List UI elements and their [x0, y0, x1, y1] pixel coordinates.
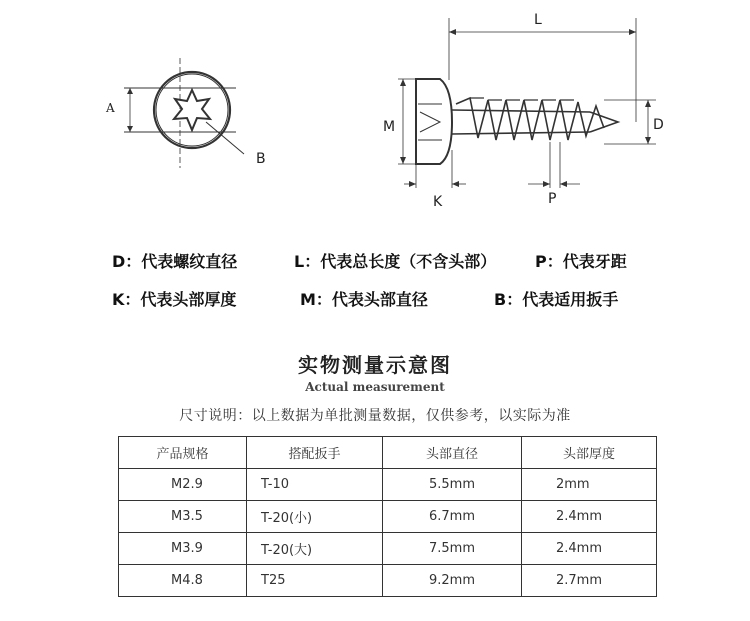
dimension-label-p: P [548, 191, 557, 207]
cell-spec: M4.8 [119, 565, 247, 597]
cell-head-thickness: 2.7mm [522, 565, 657, 597]
dimension-label-b: B [256, 151, 266, 167]
screw-side-view [398, 18, 656, 188]
dimension-label-l: L [534, 12, 542, 28]
header-wrench: 搭配扳手 [247, 437, 383, 469]
dimension-label-k: K [433, 194, 443, 210]
header-head-diameter: 头部直径 [383, 437, 522, 469]
legend-p: P：代表牙距 [535, 252, 627, 271]
section-title: 实物测量示意图 [298, 353, 452, 377]
dimension-label-a: A [106, 101, 115, 115]
cell-wrench: T25 [247, 565, 383, 597]
cell-spec: M3.5 [119, 501, 247, 533]
cell-head-thickness: 2mm [522, 469, 657, 501]
table-row [119, 533, 657, 565]
cell-head-thickness: 2.4mm [522, 533, 657, 565]
legend-d: D：代表螺纹直径 [112, 252, 238, 271]
cell-head-diameter: 7.5mm [383, 533, 522, 565]
table-header-row [119, 437, 657, 469]
legend-m: M：代表头部直径 [300, 290, 428, 309]
dimension-note: 尺寸说明：以上数据为单批测量数据，仅供参考，以实际为准 [179, 408, 571, 424]
cell-head-diameter: 9.2mm [383, 565, 522, 597]
cell-head-thickness: 2.4mm [522, 501, 657, 533]
table-row [119, 469, 657, 501]
cell-wrench: T-20(大) [247, 533, 383, 565]
section-subtitle: Actual measurement [305, 380, 445, 394]
head-top-view [124, 58, 244, 168]
table-row [119, 565, 657, 597]
dimension-label-d: D [653, 117, 664, 133]
table-row [119, 501, 657, 533]
header-spec: 产品规格 [119, 437, 247, 469]
legend-l: L：代表总长度（不含头部） [294, 252, 497, 271]
torx-recess-shape [174, 90, 210, 130]
header-head-thickness: 头部厚度 [522, 437, 657, 469]
cell-head-diameter: 5.5mm [383, 469, 522, 501]
spec-table [118, 436, 657, 597]
screw-technical-drawing [0, 0, 750, 235]
cell-head-diameter: 6.7mm [383, 501, 522, 533]
dimension-label-m: M [383, 119, 396, 135]
legend-k: K：代表头部厚度 [112, 290, 237, 309]
cell-wrench: T-10 [247, 469, 383, 501]
cell-spec: M3.9 [119, 533, 247, 565]
legend-b: B：代表适用扳手 [494, 290, 619, 309]
cell-spec: M2.9 [119, 469, 247, 501]
cell-wrench: T-20(小) [247, 501, 383, 533]
